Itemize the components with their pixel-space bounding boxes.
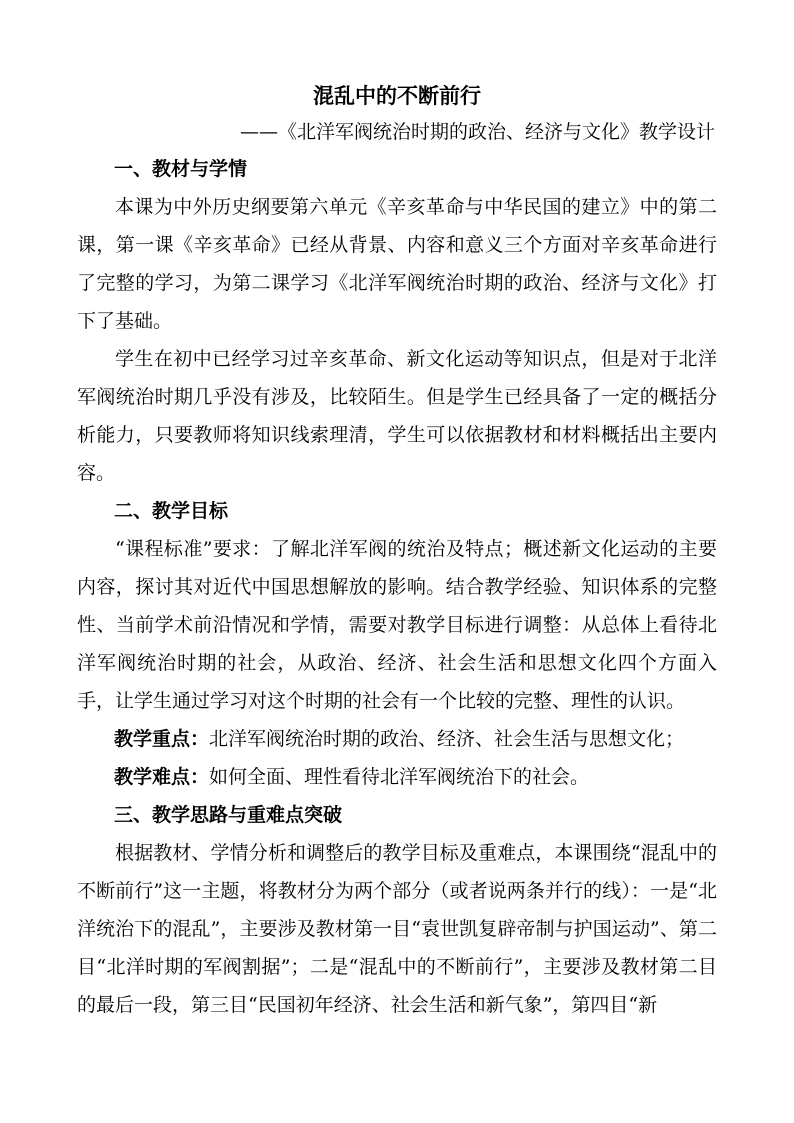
document-subtitle: ——《北洋军阀统治时期的政治、经济与文化》教学设计 xyxy=(239,121,715,143)
section-heading-materials: 一、教材与学情 xyxy=(114,158,248,180)
paragraph-objectives-1: “课程标准”要求：了解北洋军阀的统治及特点；概述新文化运动的主要内容，探讨其对近代中国思想解放的影响。结合教学经验、知识体系的完整性、当前学术前沿情况和学情，需要对教学目标进行调整：从总体上看待北洋军阀统治时期的社会，从政治、经济、社会生活和思想文化四个方面入手，让学生通过学习对这个时期的社会有一个比较的完整、理性的认识。 xyxy=(77,538,717,712)
difficult-points-line xyxy=(77,758,717,796)
key-points-label: 教学重点： xyxy=(114,728,210,750)
difficult-points-label: 教学难点： xyxy=(114,766,210,788)
document-page xyxy=(77,78,717,1024)
document-title: 混乱中的不断前行 xyxy=(313,83,481,108)
paragraph-materials-2: 学生在初中已经学习过辛亥革命、新文化运动等知识点，但是对于北洋军阀统治时期几乎没有涉及，比较陌生。但是学生已经具备了一定的概括分析能力，只要教师将知识线索理清，学生可以依据教材和材料概括出主要内容。 xyxy=(77,348,717,484)
section-heading-approach: 三、教学思路与重难点突破 xyxy=(114,804,343,826)
paragraph-approach-1: 根据教材、学情分析和调整后的教学目标及重难点，本课围绕“混乱中的不断前行”这一主题，将教材分为两个部分（或者说两条并行的线）：一是“北洋统治下的混乱”，主要涉及教材第一目“袁世凯复辟帝制与护国运动”、第二目“北洋时期的军阀割据”；二是“混乱中的不断前行”，主要涉及教材第二目的最后一段，第三目“民国初年经济、社会生活和新气象”，第四目“新 xyxy=(77,842,717,1016)
section-heading-objectives: 二、教学目标 xyxy=(114,500,229,522)
key-points-text: 北洋军阀统治时期的政治、经济、社会生活与思想文化； xyxy=(209,728,685,750)
paragraph-materials-1: 本课为中外历史纲要第六单元《辛亥革命与中华民国的建立》中的第二课，第一课《辛亥革命》已经从背景、内容和意义三个方面对辛亥革命进行了完整的学习，为第二课学习《北洋军阀统治时期的政治、经济与文化》打下了基础。 xyxy=(77,196,717,332)
key-points-line xyxy=(77,720,717,758)
difficult-points-text: 如何全面、理性看待北洋军阀统治下的社会。 xyxy=(209,766,590,788)
